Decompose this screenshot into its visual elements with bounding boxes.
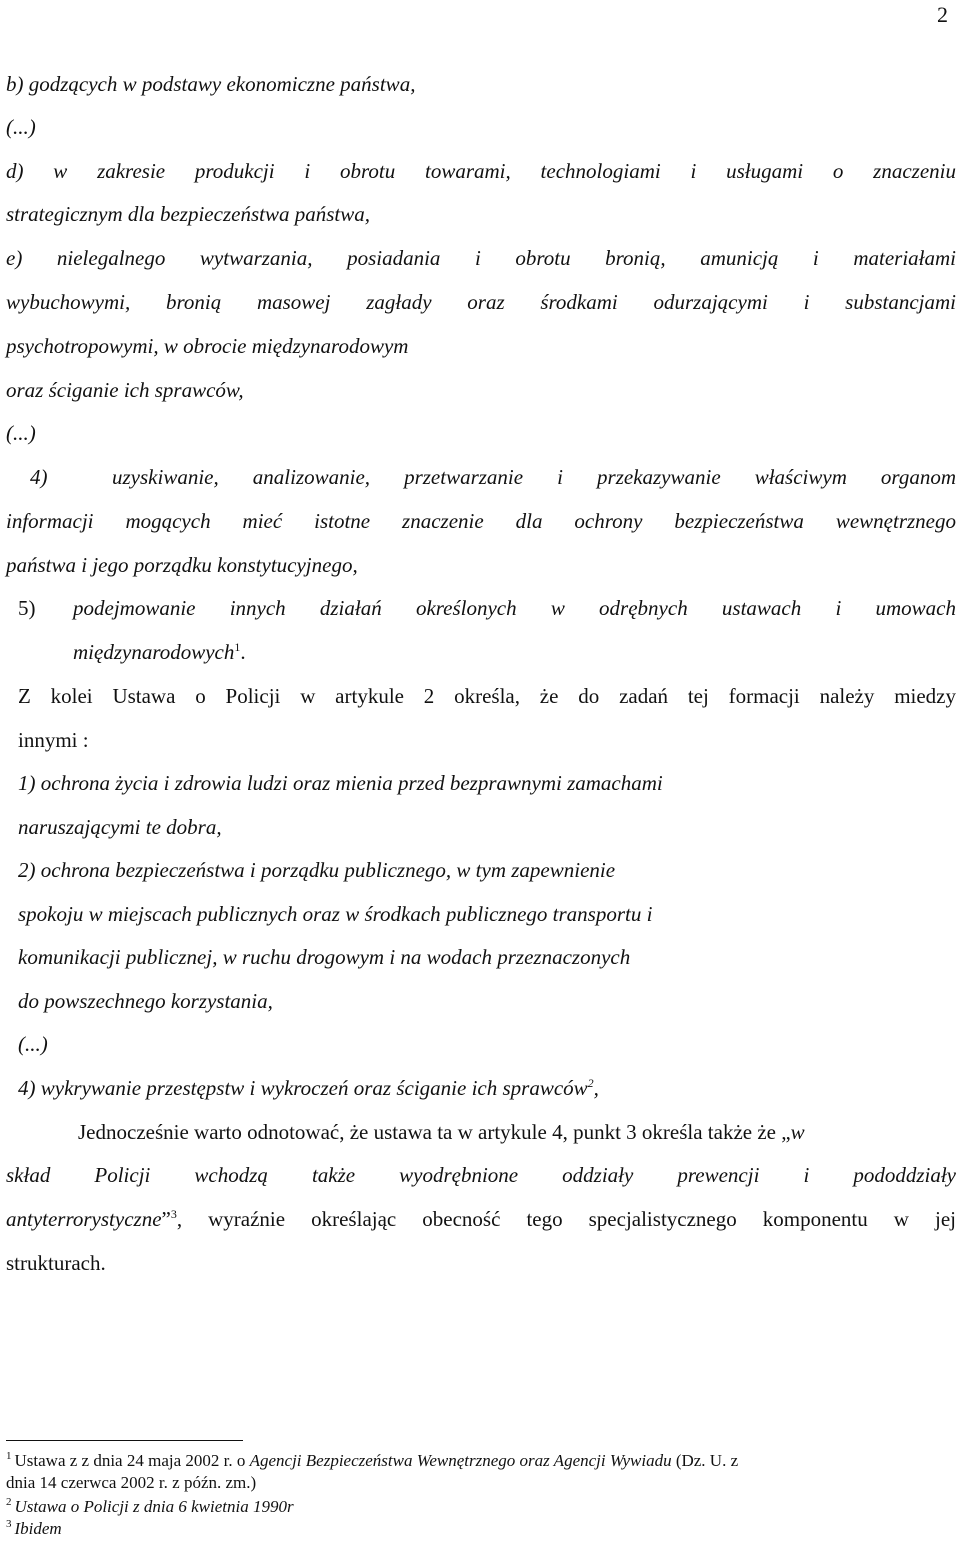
text-span: międzynarodowych: [73, 640, 235, 664]
footnote-number: 2: [6, 1496, 12, 1509]
footnote-divider: [6, 1440, 243, 1441]
footnote-number: 1: [6, 1450, 12, 1463]
text-line: strategicznym dla bezpieczeństwa państwa,: [6, 202, 370, 226]
text-span: Jednocześnie warto odnotować, że ustawa ta w artykule 4, punkt 3 określa także że „: [78, 1120, 791, 1144]
text-line: 2) ochrona bezpieczeństwa i porządku publicznego, w tym zapewnienie: [18, 858, 616, 882]
text-line: d) w zakresie produkcji i obrotu towarami, technologiami i usługami o znaczeniu: [6, 159, 956, 183]
text-line: oraz ściganie ich sprawców,: [6, 378, 244, 402]
text-span: Ustawa o Policji z dnia 6 kwietnia 1990r: [14, 1497, 294, 1516]
text-line: e) nielegalnego wytwarzania, posiadania i obrotu bronią, amunicją i materiałami: [6, 246, 956, 270]
text-line: podejmowanie innych działań określonych w odrębnych ustawach i umowach: [73, 596, 956, 620]
text-line: państwa i jego porządku konstytucyjnego,: [6, 553, 358, 577]
footnote: [6, 1450, 930, 1472]
list-number: 5): [18, 596, 36, 620]
text-line: skład Policji wchodzą także wyodrębnione oddziały prewencji i pododdziały: [6, 1163, 956, 1187]
text-line: strukturach.: [6, 1251, 106, 1275]
text-span: ,: [593, 1076, 599, 1100]
text-line: innymi :: [18, 728, 89, 752]
text-span: Agencji Bezpieczeństwa Wewnętrznego oraz Agencji Wywiadu: [249, 1451, 672, 1470]
text-line: komunikacji publicznej, w ruchu drogowym i na wodach przeznaczonych: [18, 945, 631, 969]
text-span: , wyraźnie określając obecność tego specjalistycznego komponentu w jej: [176, 1207, 956, 1231]
text-line: psychotropowymi, w obrocie międzynarodowym: [6, 334, 409, 358]
text-span: Ustawa z z dnia 24 maja 2002 r. o: [14, 1451, 250, 1470]
text-line: informacji mogących mieć istotne znaczenie dla ochrony bezpieczeństwa wewnętrznego: [6, 509, 956, 533]
footnote-number: 3: [6, 1518, 12, 1531]
footnote-ref: 3: [170, 1207, 177, 1221]
text-line: uzyskiwanie, analizowanie, przetwarzanie i przekazywanie właściwym organom: [112, 465, 956, 489]
text-span: 4) wykrywanie przestępstw i wykroczeń oraz ściganie ich sprawców: [18, 1076, 588, 1100]
text-line: b) godzących w podstawy ekonomiczne państwa,: [6, 72, 416, 96]
text-span: w: [790, 1120, 805, 1144]
footnote: [6, 1496, 930, 1518]
text-span: antyterrorystyczne: [6, 1207, 162, 1231]
text-line: 1) ochrona życia i zdrowia ludzi oraz mienia przed bezprawnymi zamachami: [18, 771, 663, 795]
text-line: (...): [6, 115, 36, 139]
text-span: Ibidem: [14, 1519, 62, 1538]
text-span: ”: [161, 1207, 171, 1231]
text-span: (Dz. U. z: [671, 1451, 739, 1470]
text-line: [6, 1205, 956, 1233]
text-line: spokoju w miejscach publicznych oraz w środkach publicznego transportu i: [18, 902, 653, 926]
footnote: [6, 1518, 930, 1540]
footnote-ref: 2: [587, 1076, 594, 1090]
text-line: [73, 638, 956, 666]
text-line: [18, 1074, 956, 1102]
text-line: do powszechnego korzystania,: [18, 989, 273, 1013]
footnote-ref: 1: [234, 640, 241, 654]
text-line: (...): [18, 1032, 48, 1056]
text-line: [78, 1118, 956, 1146]
page-number: 2: [937, 2, 948, 27]
text-line: naruszającymi te dobra,: [18, 815, 222, 839]
list-number: 4): [30, 465, 48, 489]
text-line: (...): [6, 421, 36, 445]
text-line: Z kolei Ustawa o Policji w artykule 2 określa, że do zadań tej formacji należy miedzy: [18, 684, 956, 708]
text-span: .: [240, 640, 246, 664]
text-line: wybuchowymi, bronią masowej zagłady oraz środkami odurzającymi i substancjami: [6, 290, 956, 314]
footnote-continuation: dnia 14 czerwca 2002 r. z późn. zm.): [6, 1473, 257, 1492]
